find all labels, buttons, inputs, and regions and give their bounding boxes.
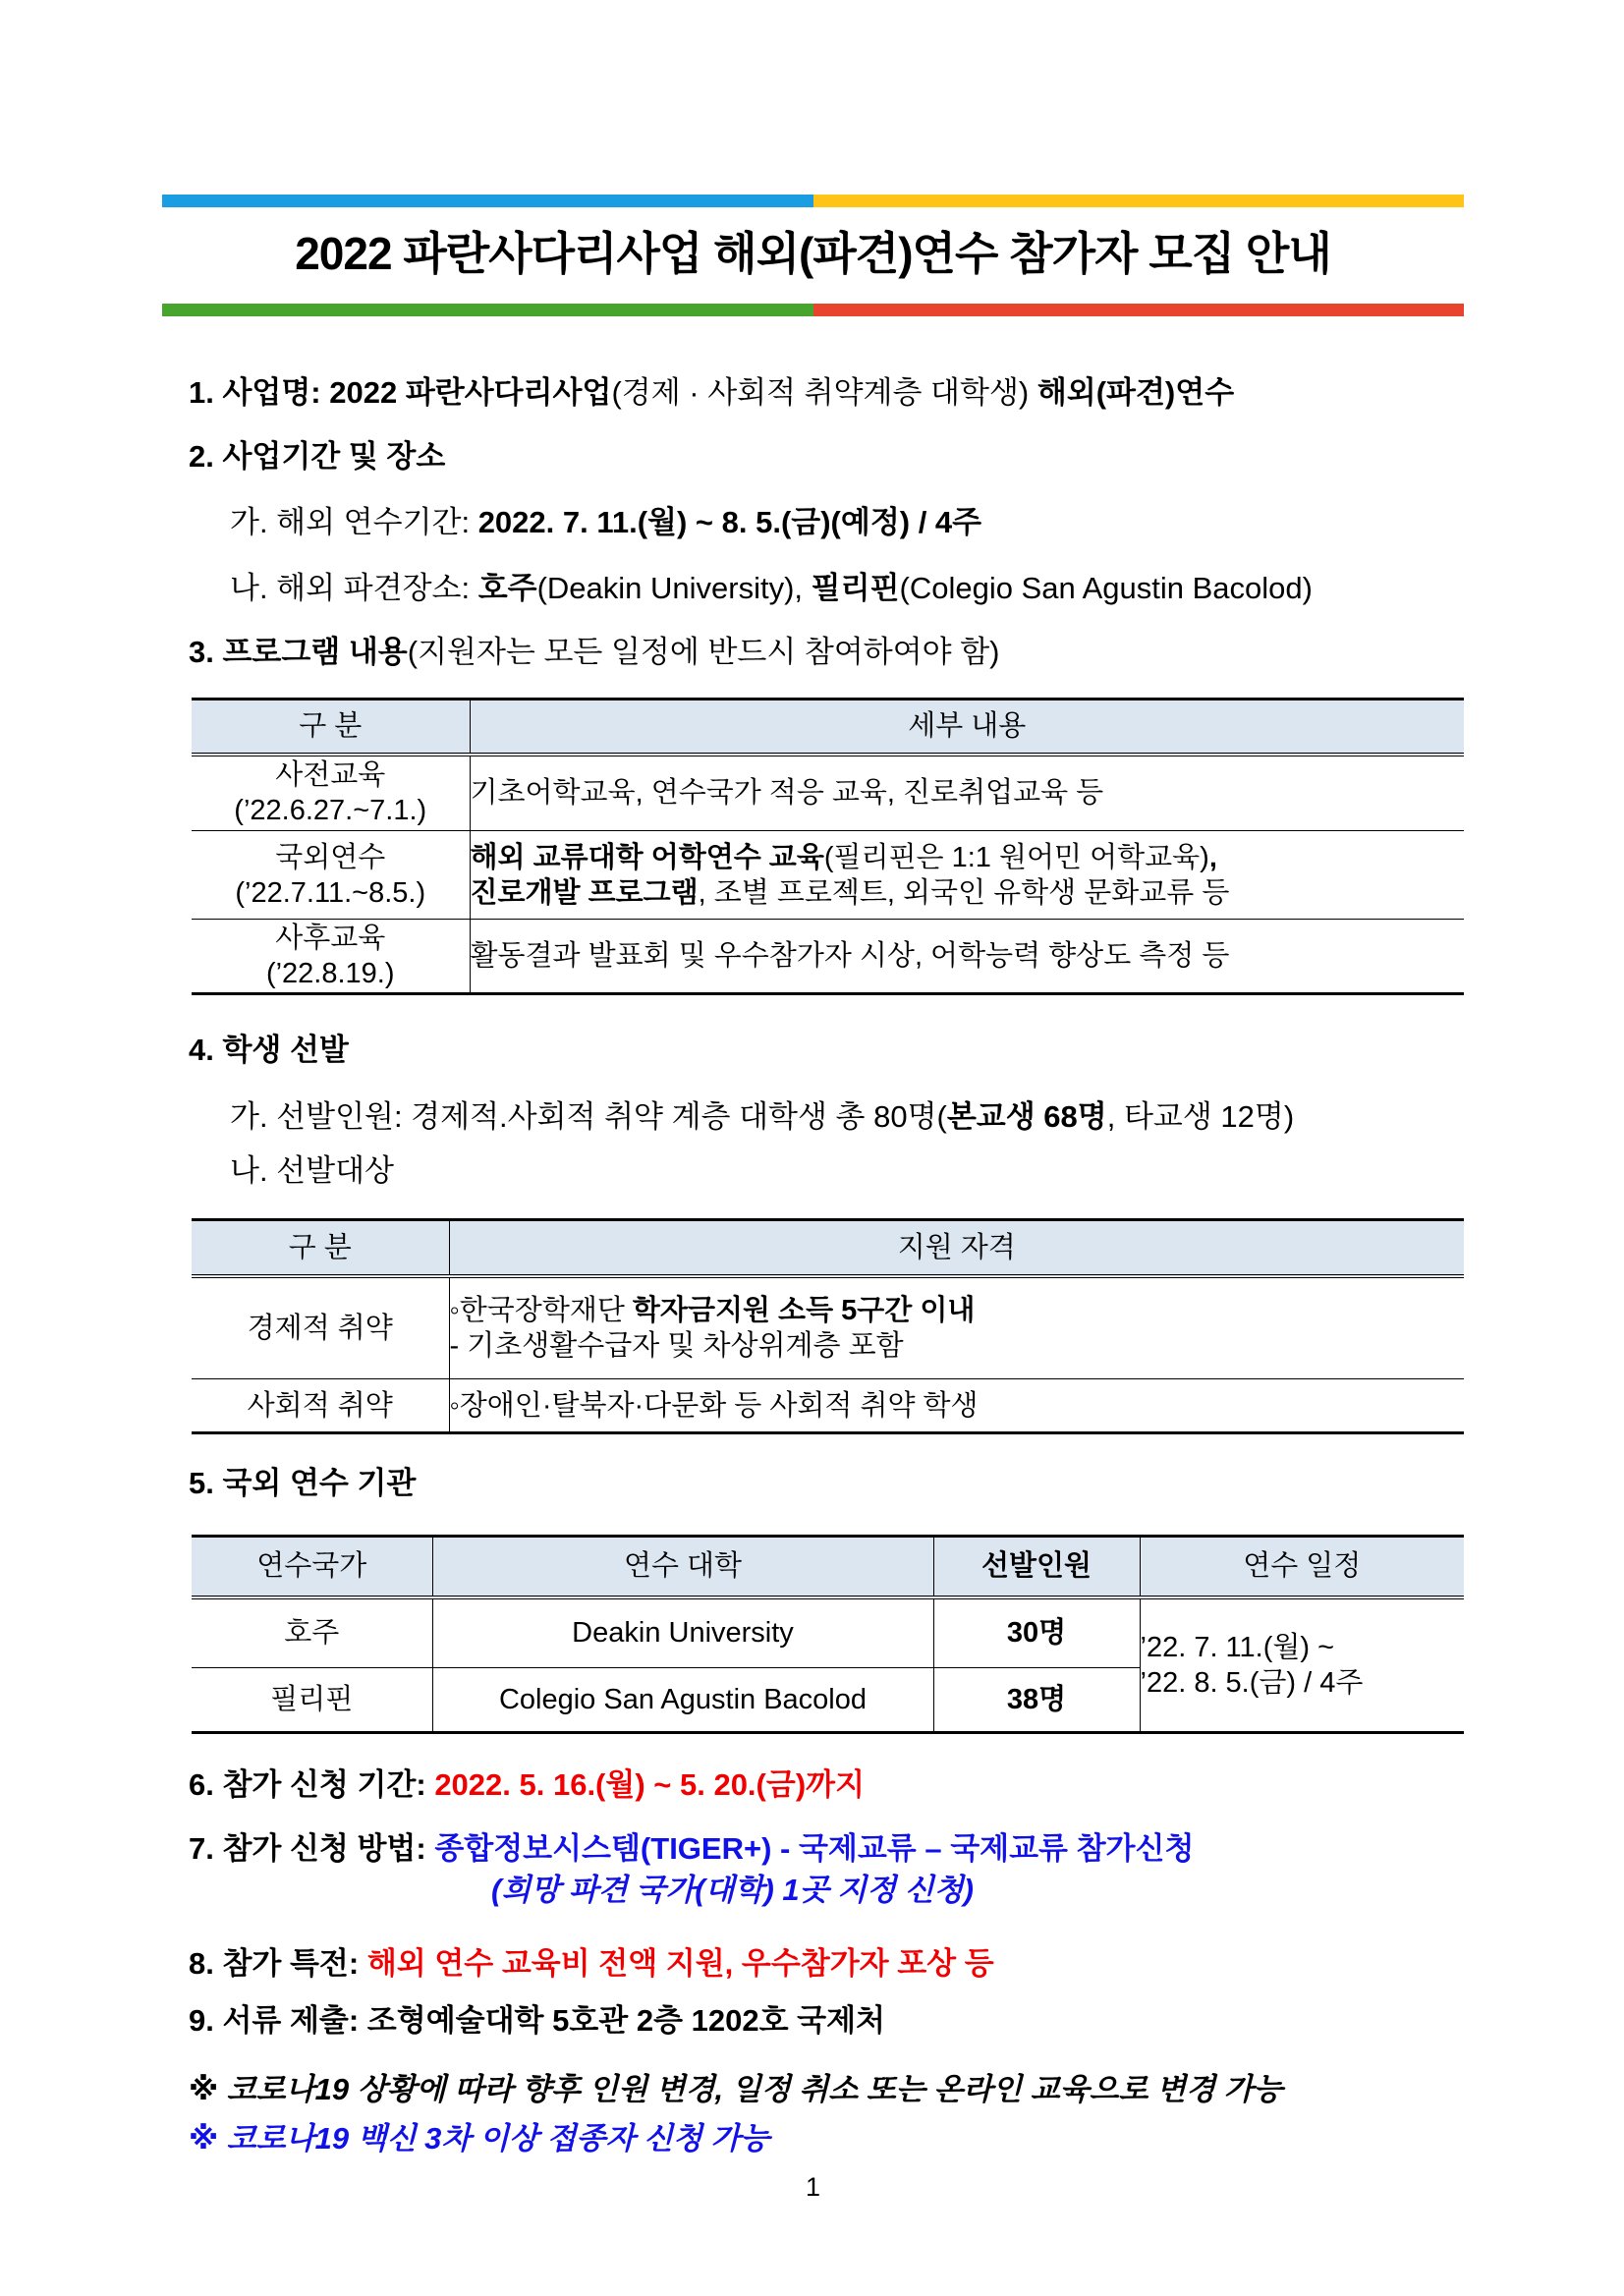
section-3-heading: 3. 프로그램 내용(지원자는 모든 일정에 반드시 참여하여야 함) bbox=[189, 635, 1000, 669]
philippines-count-cell: 38명 bbox=[933, 1668, 1140, 1733]
section-7-application-method: 7. 참가 신청 방법: 종합정보시스템(TIGER+) - 국제교류 – 국제교류 참가신청 bbox=[189, 1831, 1195, 1866]
table-row bbox=[192, 831, 1464, 920]
institution-table bbox=[192, 1535, 1464, 1734]
institution-table-header-university: 연수 대학 bbox=[432, 1537, 933, 1597]
eligibility-table bbox=[192, 1218, 1464, 1434]
program-pre-education-category: 사전교육 (’22.6.27.~7.1.) bbox=[234, 759, 427, 827]
program-table-header-detail: 세부 내용 bbox=[470, 700, 1464, 755]
program-overseas-category: 국외연수 (’22.7.11.~8.5.) bbox=[192, 831, 470, 920]
program-table-header-row bbox=[192, 700, 1464, 755]
institution-table-header-row bbox=[192, 1537, 1464, 1597]
australia-count-cell: 30명 bbox=[933, 1597, 1140, 1668]
australia-country-cell: 호주 bbox=[284, 1617, 340, 1650]
institution-table-header-country: 연수국가 bbox=[192, 1537, 432, 1597]
institution-table-header-count: 선발인원 bbox=[933, 1537, 1140, 1597]
section-5-heading: 5. 국외 연수 기관 bbox=[189, 1466, 417, 1500]
table-row bbox=[192, 920, 1464, 994]
program-overseas-detail: 해외 교류대학 어학연수 교육(필리핀은 1:1 원어민 어학교육), 진로개발 프로그램, 조별 프로젝트, 외국인 유학생 문화교류 등 bbox=[470, 831, 1464, 920]
table-row bbox=[192, 1379, 1464, 1433]
program-post-education-detail: 활동결과 발표회 및 우수참가자 시상, 어학능력 향상도 측정 등 bbox=[470, 920, 1464, 994]
social-vulnerable-category: 사회적 취약 bbox=[192, 1379, 449, 1433]
bottom-bar-red-segment bbox=[813, 304, 1465, 316]
section-2-heading: 2. 사업기간 및 장소 bbox=[189, 439, 446, 474]
philippines-country-cell: 필리핀 bbox=[192, 1668, 432, 1733]
colegio-san-agustin-cell: Colegio San Agustin Bacolod bbox=[432, 1668, 933, 1733]
eligibility-table-header-row bbox=[192, 1220, 1464, 1276]
title-top-bar bbox=[162, 195, 1464, 207]
section-4-heading: 4. 학생 선발 bbox=[189, 1033, 349, 1067]
top-bar-yellow-segment bbox=[813, 195, 1465, 207]
page-number: 1 bbox=[805, 2172, 821, 2202]
section-6-application-period: 6. 참가 신청 기간: 2022. 5. 16.(월) ~ 5. 20.(금)까지 bbox=[189, 1767, 866, 1802]
covid-note-2: ※ 코로나19 백신 3차 이상 접종자 신청 가능 bbox=[189, 2121, 770, 2156]
table-row bbox=[192, 1597, 1464, 1668]
section-4b-selection-target: 나. 선발대상 bbox=[230, 1153, 394, 1188]
institution-table-header-schedule: 연수 일정 bbox=[1140, 1537, 1464, 1597]
covid-note-1: ※ 코로나19 상황에 따라 향후 인원 변경, 일정 취소 또는 온라인 교육으로 변경 가능 bbox=[189, 2072, 1283, 2106]
document-content bbox=[162, 195, 1464, 2203]
bottom-bar-green-segment bbox=[162, 304, 813, 316]
title-bottom-bar bbox=[162, 304, 1464, 316]
section-2b-training-location: 나. 해외 파견장소: 호주(Deakin University), 필리핀(Colegio San Agustin Bacolod) bbox=[230, 571, 1313, 605]
section-7-application-note: (희망 파견 국가(대학) 1곳 지정 신청) bbox=[491, 1873, 974, 1907]
program-table-header-category: 구 분 bbox=[192, 700, 470, 755]
section-2a-training-period: 가. 해외 연수기간: 2022. 7. 11.(월) ~ 8. 5.(금)(예정) / 4주 bbox=[230, 505, 982, 539]
eligibility-table-header-category: 구 분 bbox=[192, 1220, 449, 1276]
deakin-university-cell: Deakin University bbox=[432, 1597, 933, 1668]
eligibility-table-header-qualification: 지원 자격 bbox=[449, 1220, 1464, 1276]
top-bar-blue-segment bbox=[162, 195, 813, 207]
economic-vulnerable-detail: ◦한국장학재단 학자금지원 소득 5구간 이내 - 기초생활수급자 및 차상위계층 포함 bbox=[449, 1276, 1464, 1379]
social-vulnerable-detail: ◦장애인·탈북자·다문화 등 사회적 취약 학생 bbox=[449, 1379, 1464, 1433]
program-post-education-category: 사후교육 (’22.8.19.) bbox=[192, 920, 470, 994]
section-4a-selection-count: 가. 선발인원: 경제적.사회적 취약 계층 대학생 총 80명(본교생 68명, 타교생 12명) bbox=[230, 1099, 1295, 1134]
page-title: 2022 파란사다리사업 해외(파견)연수 참가자 모집 안내 bbox=[295, 228, 1331, 279]
table-row bbox=[192, 1276, 1464, 1379]
program-table bbox=[192, 698, 1464, 995]
section-9-document-submission: 9. 서류 제출: 조형예술대학 5호관 2층 1202호 국제처 bbox=[189, 2003, 885, 2038]
section-1-project-name: 1. 사업명: 2022 파란사다리사업(경제 · 사회적 취약계층 대학생) 해외(파견)연수 bbox=[189, 375, 1235, 410]
table-row bbox=[192, 755, 1464, 831]
economic-vulnerable-category: 경제적 취약 bbox=[247, 1312, 393, 1344]
section-8-benefits: 8. 참가 특전: 해외 연수 교육비 전액 지원, 우수참가자 포상 등 bbox=[189, 1946, 994, 1981]
training-schedule-cell: ’22. 7. 11.(월) ~ ’22. 8. 5.(금) / 4주 bbox=[1140, 1597, 1464, 1733]
program-pre-education-detail: 기초어학교육, 연수국가 적응 교육, 진로취업교육 등 bbox=[470, 755, 1464, 831]
